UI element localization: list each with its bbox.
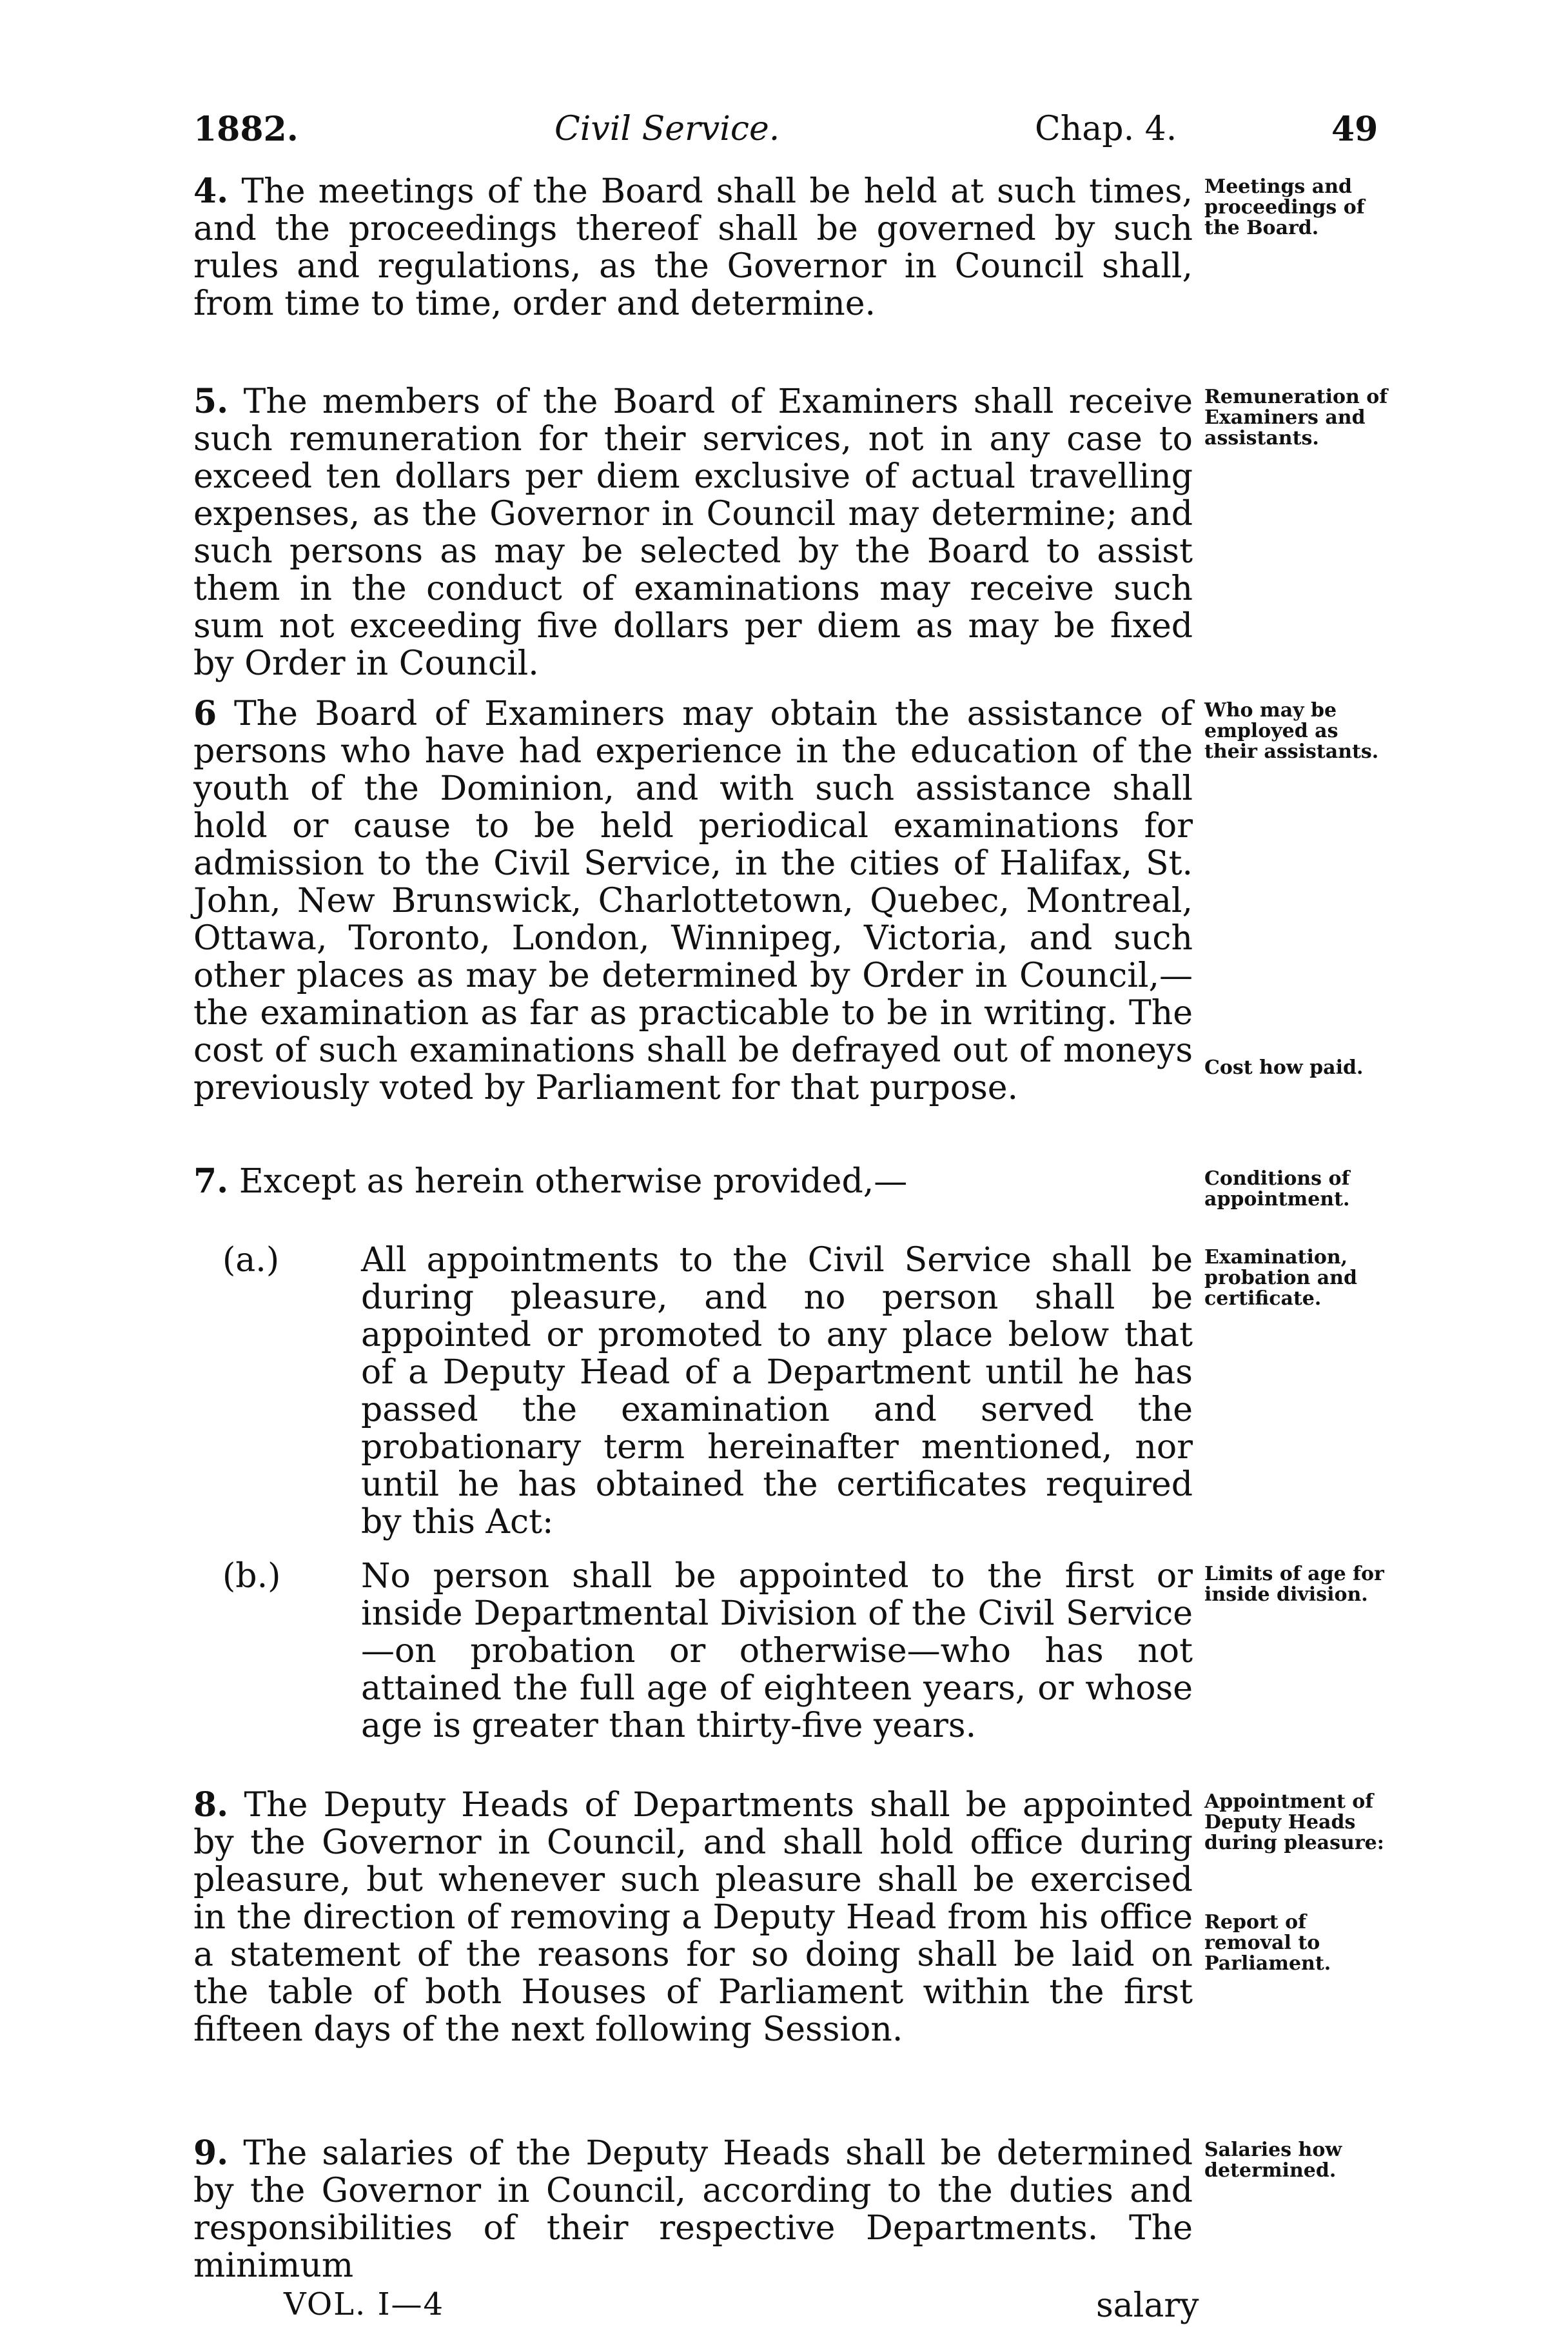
header-title: Civil Service. [554,110,780,148]
section-number: 9. [193,2133,229,2173]
section-number: 8. [193,1785,229,1825]
margin-note-remuneration: Remuneration of Examiners and assistants. [1204,386,1388,450]
section-number: 5. [193,382,229,421]
section-4 [193,173,1193,322]
margin-note-salaries: Salaries how determined. [1204,2139,1342,2182]
section-text: The salaries of the Deputy Heads shall be determined by the Governor in Council, according to the duties and responsibilities of their respective Departments. The minimum [193,2134,1193,2285]
margin-note-conditions: Conditions of appointment. [1204,1167,1350,1211]
volume-signature: VOL. I—4 [284,2286,445,2322]
section-number: 4. [193,172,229,211]
clause-label: (a.) [222,1241,280,1280]
catchword: salary [1096,2286,1199,2325]
running-header [0,110,1568,161]
clause-text: All appointments to the Civil Service shall be during pleasure, and no person shall be appointed or promoted to any place below that of a Deputy Head of a Department until he has passed the examination and served the probationary term hereinafter mentioned, nor until he has obtained the certificates required by this Act: [361,1241,1193,1541]
margin-note-cost: Cost how paid. [1204,1056,1364,1079]
section-6 [193,695,1193,1107]
section-text: Except as herein otherwise provided,— [239,1162,908,1201]
section-7 [193,1163,1193,1200]
section-5 [193,383,1193,682]
margin-note-removal-report: Report of removal to Parliament. [1204,1911,1331,1975]
section-number: 6 [193,694,217,733]
section-number: 7. [193,1162,229,1201]
margin-note-deputy-appointment: Appointment of Deputy Heads during pleasure: [1204,1790,1384,1854]
clause-a [222,1242,1193,1541]
page-number: 49 [1331,110,1378,149]
clause-label: (b.) [222,1557,281,1596]
header-year: 1882. [193,110,299,149]
section-9 [193,2135,1193,2284]
margin-note-age-limits: Limits of age for inside division. [1204,1563,1384,1606]
margin-note-meetings: Meetings and proceedings of the Board. [1204,175,1365,239]
clause-b [222,1558,1193,1745]
margin-note-examination: Examination, probation and certificate. [1204,1246,1357,1310]
section-text: The meetings of the Board shall be held at such times, and the proceedings thereof shall be governed by such rules and regulations, as the Governor in Council shall, from time to time, order and determine. [193,172,1193,323]
margin-note-assistants: Who may be employed as their assistants. [1204,699,1379,763]
section-text: The members of the Board of Examiners shall receive such remuneration for their services, not in any case to exceed ten dollars per diem exclusive of actual travelling expenses, as the Governor in Council may determine; and such persons as may be selected by the Board to assist them in the conduct of examinations may receive such sum not exceeding five dollars per diem as may be fixed by Order in Council. [193,382,1193,683]
section-text: The Deputy Heads of Departments shall be appointed by the Governor in Council, and shall hold office during pleasure, but whenever such pleasure shall be exercised in the direction of removing a Deputy Head from his office a statement of the reasons for so doing shall be laid on the table of both Houses of Parliament within the first fifteen days of the next following Session. [193,1786,1193,2049]
clause-text: No person shall be appointed to the first or inside Departmental Division of the Civil Service—on probation or otherwise—who has not attained the full age of eighteen years, or whose age is greater than thirty-five years. [361,1557,1193,1745]
section-text: The Board of Examiners may obtain the assistance of persons who have had experience in the education of the youth of the Dominion, and with such assistance shall hold or cause to be held periodical examinations for admission to the Civil Service, in the cities of Halifax, St. John, New Brunswick, Charlottetown, Quebec, Montreal, Ottawa, Toronto, London, Winnipeg, Victoria, and such other places as may be determined by Order in Council,—the examination as far as practicable to be in writing. The cost of such examinations shall be defrayed out of moneys previously voted by Parliament for that purpose. [193,695,1193,1107]
page-footer [0,2286,1568,2331]
section-8 [193,1786,1193,2048]
header-chapter: Chap. 4. [1035,110,1177,148]
